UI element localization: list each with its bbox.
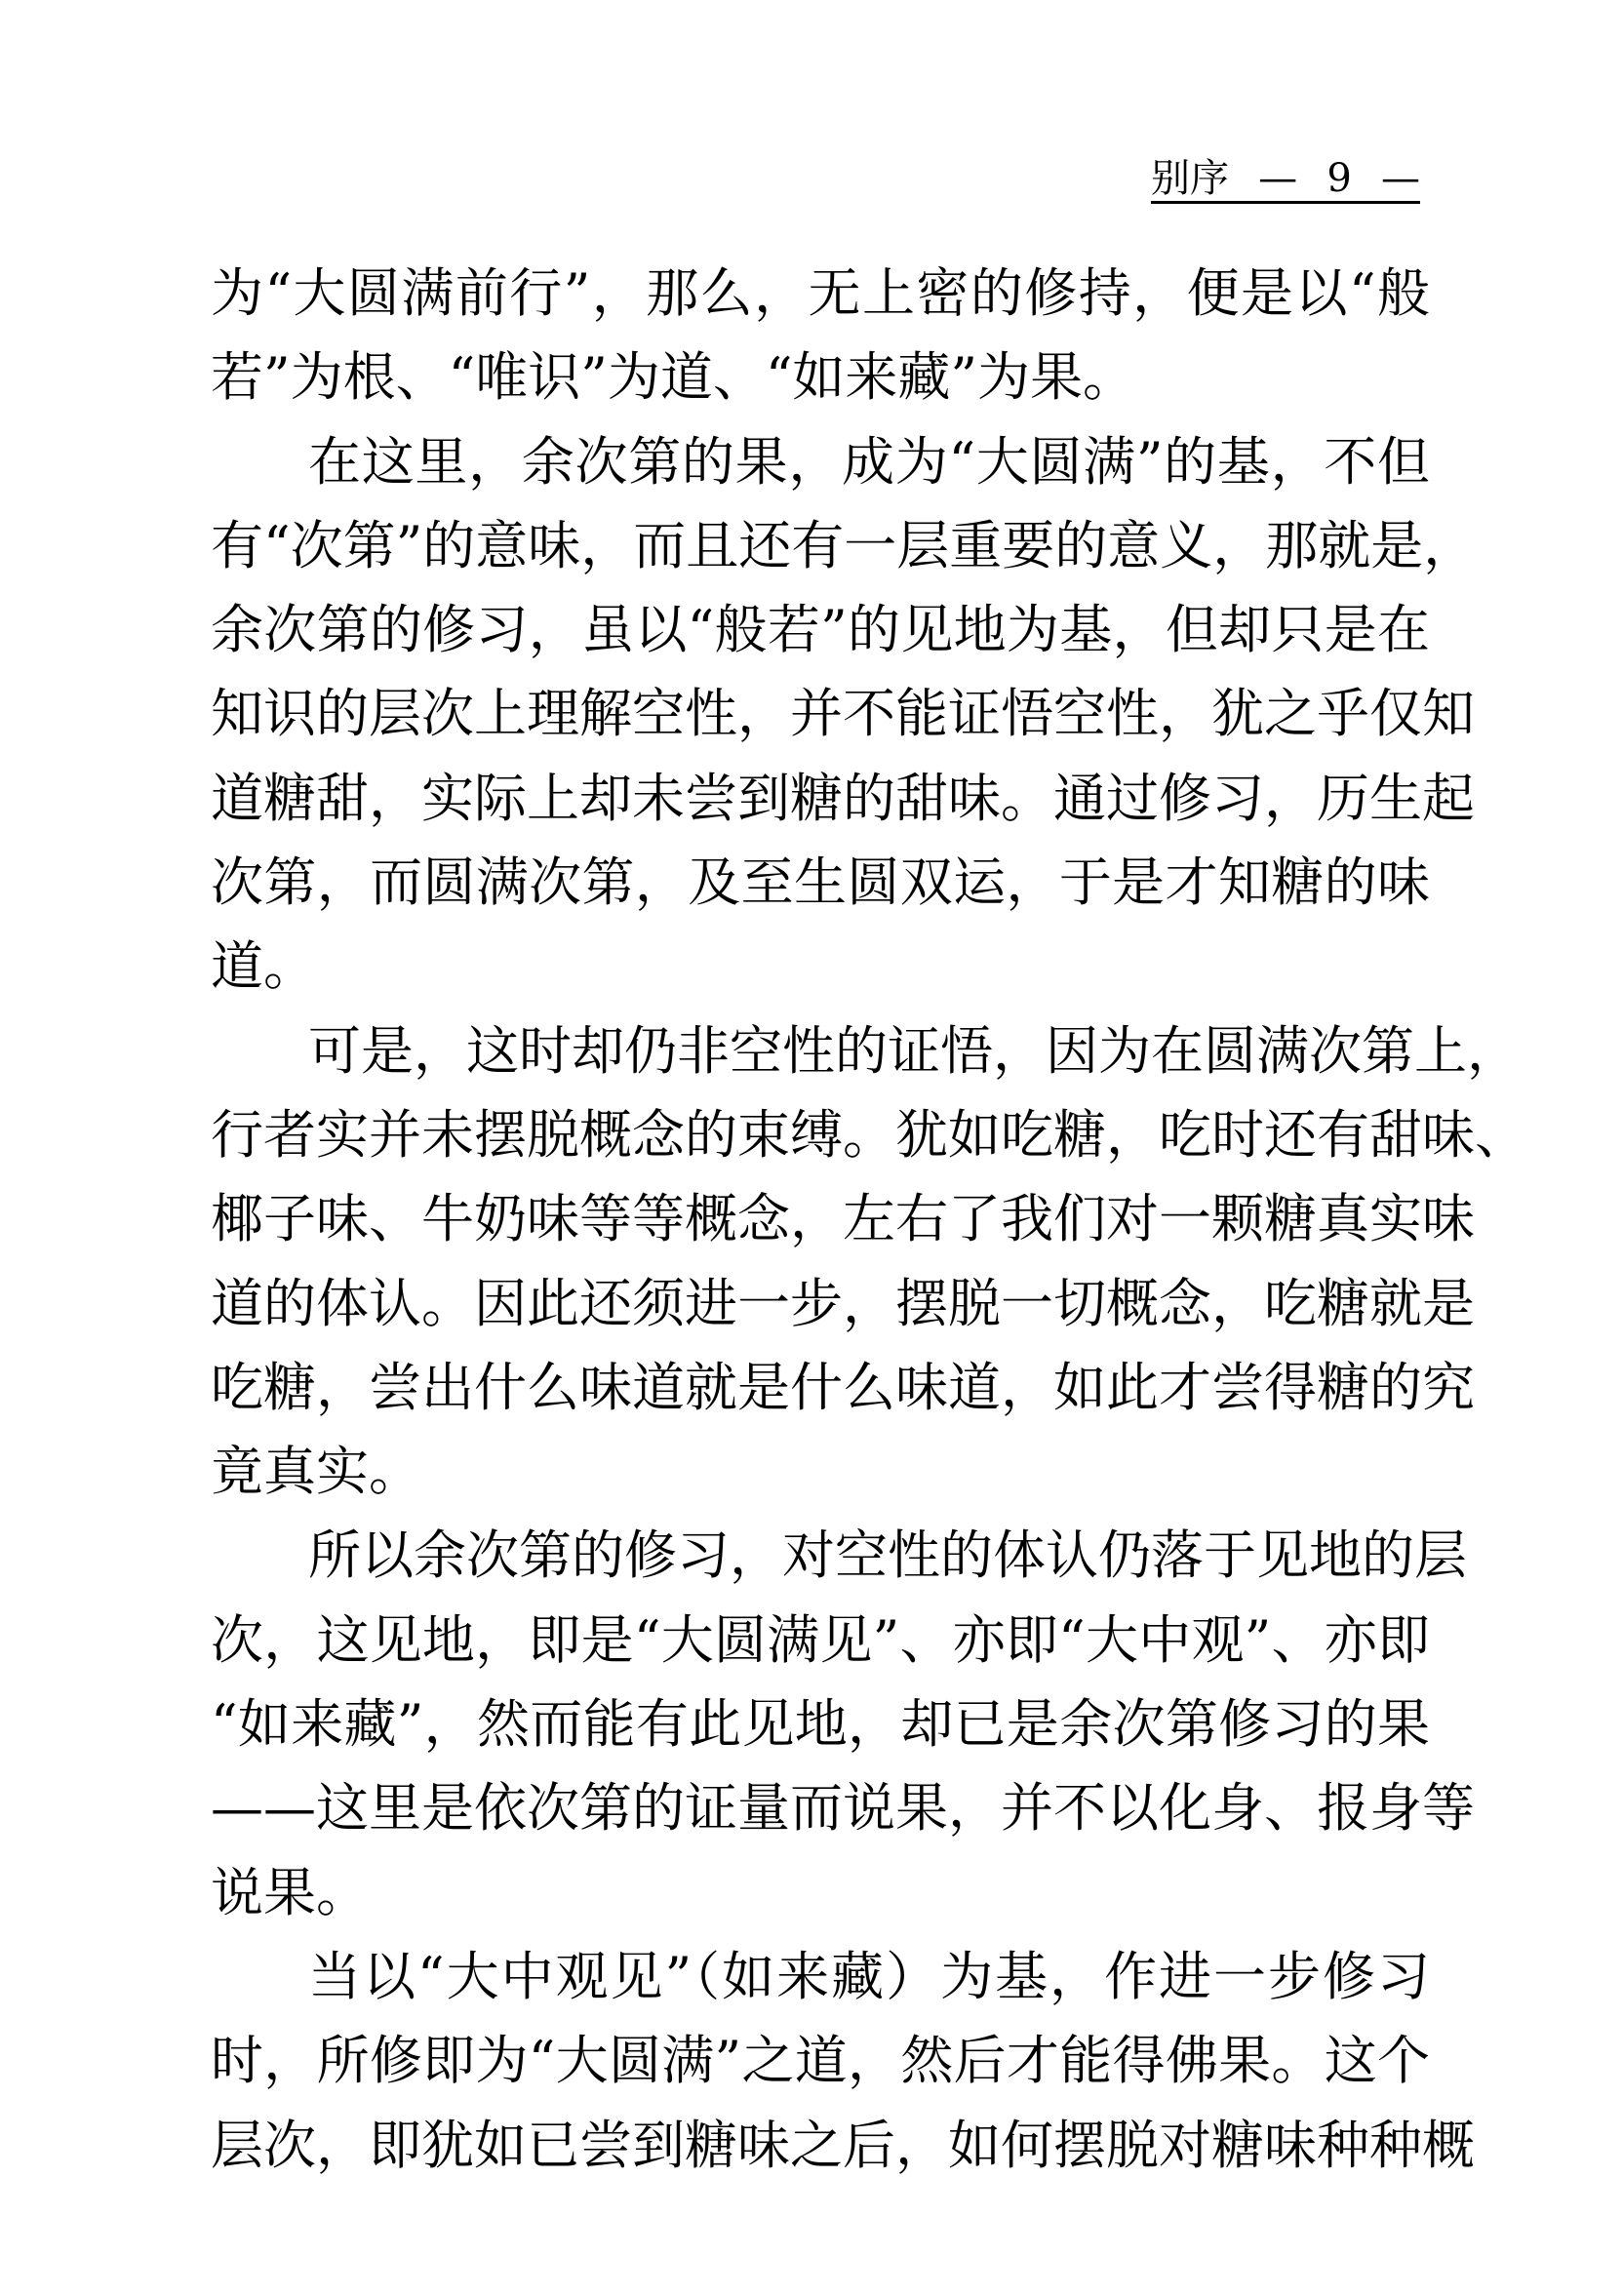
text-line: 次，这见地，即是“大圆满见”、亦即“大中观”、亦即 (211, 1608, 1430, 1671)
text-line: 层次，即犹如已尝到糖味之后，如何摆脱对糖味种种概 (211, 2114, 1475, 2176)
text-line: 竟真实。 (211, 1441, 421, 1503)
header-section-title: 别序 (1151, 156, 1229, 201)
running-header (1151, 156, 1420, 204)
text-line: 次第，而圆满次第，及至生圆双运，于是才知糖的味 (211, 851, 1430, 914)
text-line: 行者实并未摆脱概念的束缚。犹如吃糖，吃时还有甜味、 (211, 1103, 1527, 1166)
text-line: 为“大圆满前行”，那么，无上密的修持，便是以“般 (211, 262, 1430, 324)
text-line: 有“次第”的意味，而且还有一层重要的意义，那就是， (211, 514, 1477, 576)
text-line: “如来藏”，然而能有此见地，却已是余次第修习的果 (211, 1693, 1430, 1756)
text-line: 知识的层次上理解空性，并不能证悟空性，犹之乎仅知 (211, 683, 1475, 745)
text-line: 余次第的修习，虽以“般若”的见地为基，但却只是在 (211, 599, 1430, 661)
header-dash-right: — (1380, 156, 1420, 201)
text-line: 说果。 (211, 1861, 369, 1923)
text-line: 道。 (211, 935, 316, 998)
text-line: 道的体认。因此还须进一步，摆脱一切概念，吃糖就是 (211, 1272, 1475, 1334)
text-line: 时，所修即为“大圆满”之道，然后才能得佛果。这个 (211, 2030, 1430, 2092)
text-line: 椰子味、牛奶味等等概念，左右了我们对一颗糖真实味 (211, 1188, 1475, 1250)
text-line: 当以“大中观见”（如来藏）为基，作进一步修习 (308, 1945, 1430, 2007)
text-line: 可是，这时却仍非空性的证悟，因为在圆满次第上， (308, 1019, 1520, 1082)
text-line: 吃糖，尝出什么味道就是什么味道，如此才尝得糖的究 (211, 1356, 1475, 1418)
text-line: 若”为根、“唯识”为道、“如来藏”为果。 (211, 346, 1136, 409)
page-number: 9 (1326, 156, 1352, 201)
header-dash-left: — (1258, 156, 1298, 201)
text-line: 在这里，余次第的果，成为“大圆满”的基，不但 (308, 430, 1430, 493)
text-line: 所以余次第的修习，对空性的体认仍落于见地的层 (308, 1524, 1467, 1587)
body-text (211, 252, 1527, 2188)
text-line: ——这里是依次第的证量而说果，并不以化身、报身等 (211, 1777, 1475, 1840)
text-line: 道糖甜，实际上却未尝到糖的甜味。通过修习，历生起 (211, 767, 1475, 829)
